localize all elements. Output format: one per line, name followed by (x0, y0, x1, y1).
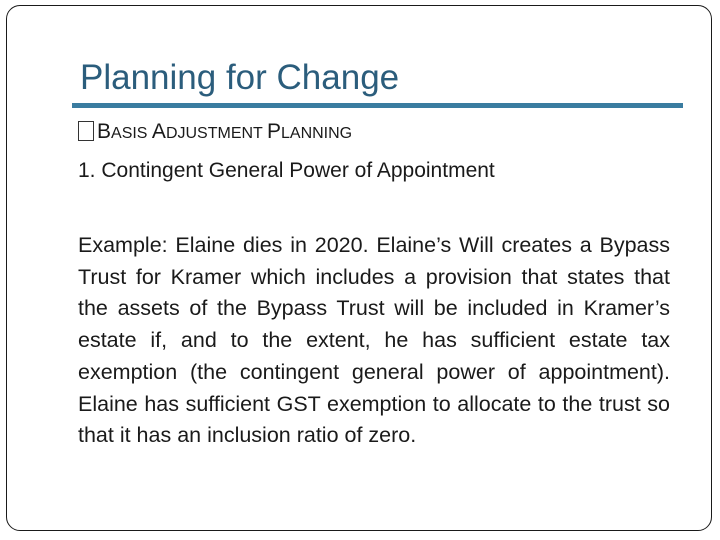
example-paragraph: Example: Elaine dies in 2020. Elaine’s Will creates a Bypass Trust for Kramer which includes a provision that states that the assets of the Bypass Trust will be included in Kramer’s estate if, and to the extent, he has sufficient estate tax exemption (the contingent general power of appointment). Elaine has sufficient GST exemption to allocate to the trust so that it has an inclusion ratio of zero. (78, 233, 670, 448)
heading-rest: LANNING (281, 125, 353, 142)
heading-rest: DJUSTMENT (165, 125, 267, 142)
heading-rest: ASIS (111, 125, 152, 142)
heading-initial: B (97, 120, 112, 143)
heading-initial: P (266, 120, 281, 143)
bullet-box-icon (78, 121, 94, 141)
sub-item: 1. Contingent General Power of Appointment (78, 159, 495, 182)
section-heading (78, 121, 352, 142)
heading-initial: A (151, 120, 166, 143)
slide-title: Planning for Change (80, 58, 400, 97)
title-divider (72, 103, 683, 108)
